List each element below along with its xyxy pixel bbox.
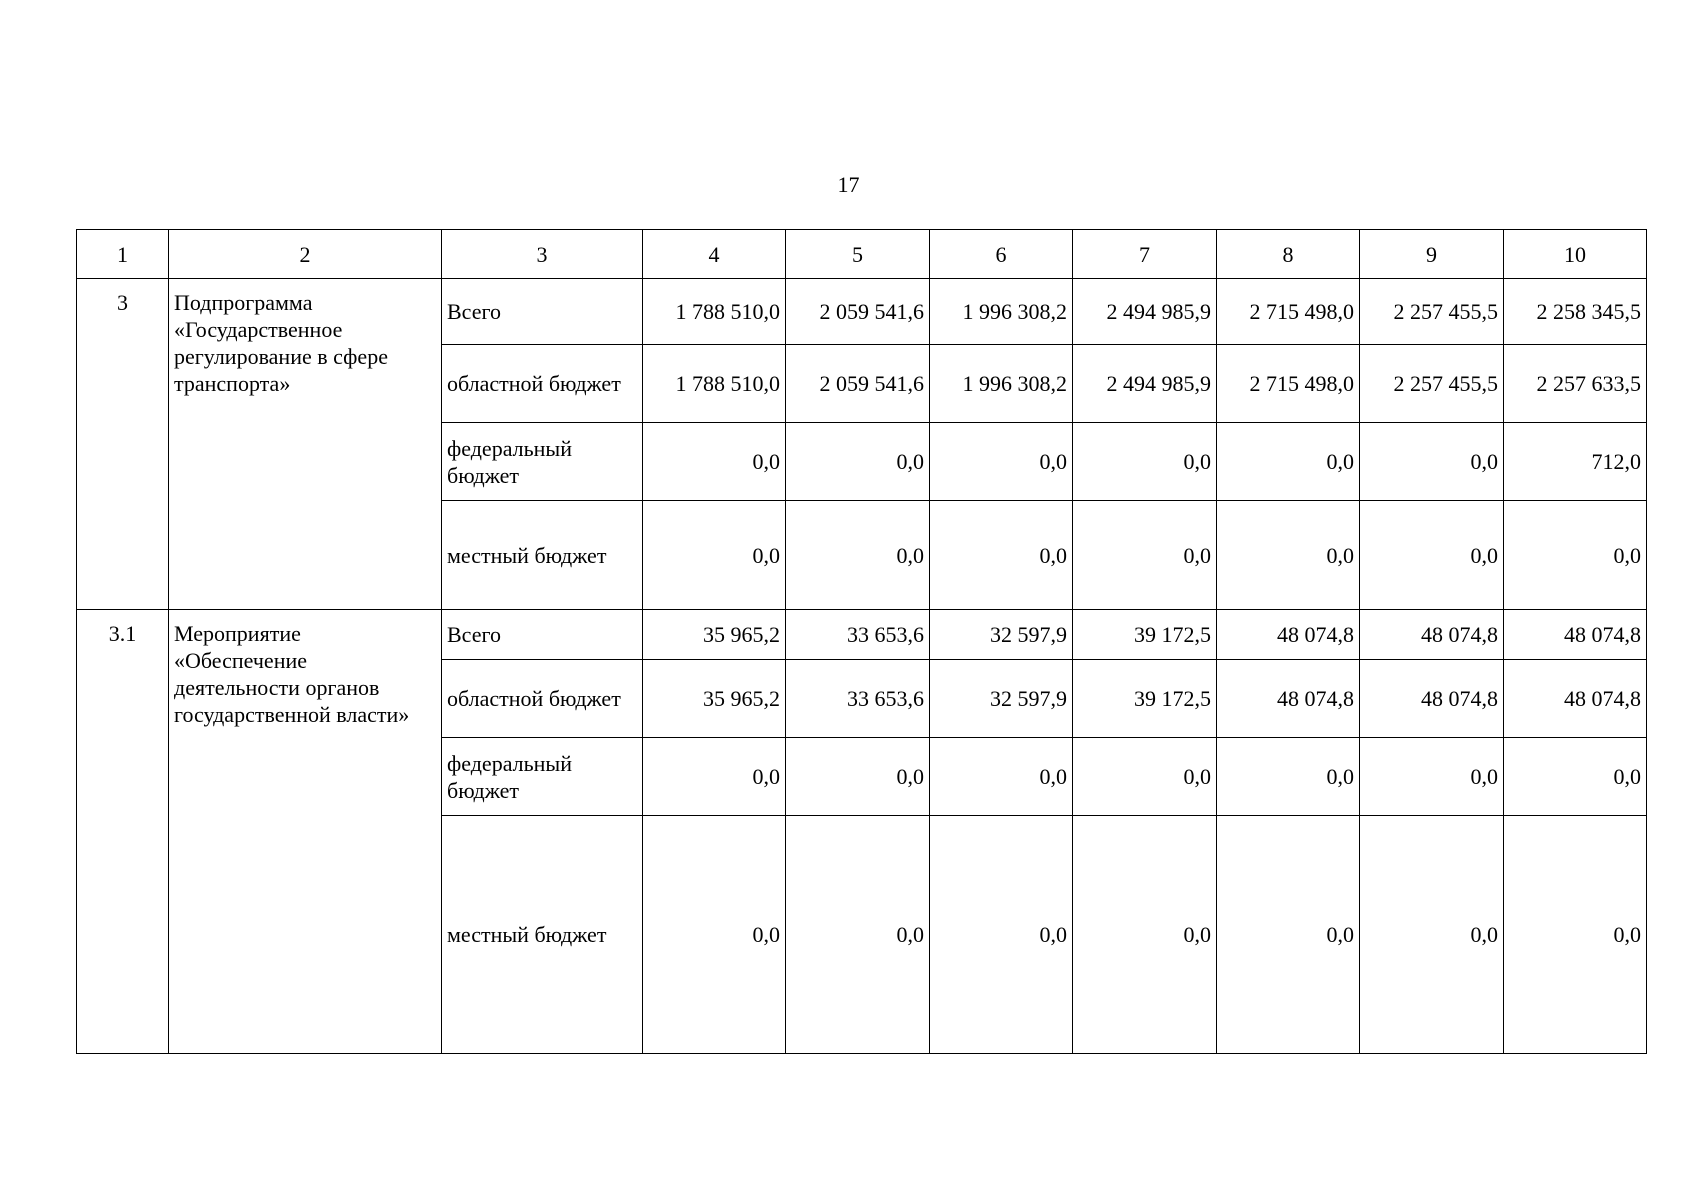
value-cell: 712,0 <box>1504 423 1647 501</box>
value-cell: 0,0 <box>930 738 1073 816</box>
row-number: 3 <box>77 279 169 610</box>
value-cell: 0,0 <box>1360 501 1504 610</box>
value-cell: 0,0 <box>643 423 786 501</box>
funding-source: федеральный бюджет <box>442 423 643 501</box>
value-cell: 1 996 308,2 <box>930 345 1073 423</box>
funding-source: областной бюджет <box>442 345 643 423</box>
value-cell: 48 074,8 <box>1360 610 1504 660</box>
program-name: Мероприятие «Обеспечение деятельности органов государственной власти» <box>169 610 442 1054</box>
value-cell: 2 257 633,5 <box>1504 345 1647 423</box>
value-cell: 0,0 <box>930 501 1073 610</box>
column-header: 7 <box>1073 230 1217 279</box>
value-cell: 35 965,2 <box>643 610 786 660</box>
value-cell: 2 494 985,9 <box>1073 345 1217 423</box>
value-cell: 0,0 <box>1504 738 1647 816</box>
column-header: 9 <box>1360 230 1504 279</box>
value-cell: 2 257 455,5 <box>1360 279 1504 345</box>
row-number: 3.1 <box>77 610 169 1054</box>
table-row <box>77 279 1647 345</box>
column-header: 10 <box>1504 230 1647 279</box>
value-cell: 39 172,5 <box>1073 610 1217 660</box>
value-cell: 0,0 <box>643 501 786 610</box>
table-row <box>77 610 1647 660</box>
value-cell: 0,0 <box>1073 501 1217 610</box>
value-cell: 0,0 <box>930 816 1073 1054</box>
value-cell: 2 715 498,0 <box>1217 345 1360 423</box>
value-cell: 48 074,8 <box>1504 660 1647 738</box>
funding-source: областной бюджет <box>442 660 643 738</box>
value-cell: 1 788 510,0 <box>643 345 786 423</box>
program-name: Подпрограмма «Государственное регулирование в сфере транспорта» <box>169 279 442 610</box>
value-cell: 0,0 <box>1360 423 1504 501</box>
page-number: 17 <box>837 172 860 197</box>
value-cell: 48 074,8 <box>1360 660 1504 738</box>
header-row <box>77 230 1647 279</box>
value-cell: 2 715 498,0 <box>1217 279 1360 345</box>
value-cell: 2 059 541,6 <box>786 345 930 423</box>
column-header: 3 <box>442 230 643 279</box>
value-cell: 32 597,9 <box>930 660 1073 738</box>
value-cell: 0,0 <box>1217 423 1360 501</box>
value-cell: 35 965,2 <box>643 660 786 738</box>
value-cell: 2 257 455,5 <box>1360 345 1504 423</box>
value-cell: 48 074,8 <box>1217 610 1360 660</box>
value-cell: 33 653,6 <box>786 660 930 738</box>
value-cell: 48 074,8 <box>1504 610 1647 660</box>
value-cell: 2 258 345,5 <box>1504 279 1647 345</box>
funding-source: Всего <box>442 279 643 345</box>
value-cell: 2 494 985,9 <box>1073 279 1217 345</box>
funding-source: Всего <box>442 610 643 660</box>
value-cell: 1 788 510,0 <box>643 279 786 345</box>
column-header: 6 <box>930 230 1073 279</box>
value-cell: 0,0 <box>786 501 930 610</box>
value-cell: 0,0 <box>643 816 786 1054</box>
funding-source: местный бюджет <box>442 816 643 1054</box>
value-cell: 0,0 <box>1504 816 1647 1054</box>
value-cell: 32 597,9 <box>930 610 1073 660</box>
value-cell: 0,0 <box>1360 738 1504 816</box>
value-cell: 2 059 541,6 <box>786 279 930 345</box>
value-cell: 48 074,8 <box>1217 660 1360 738</box>
value-cell: 0,0 <box>1073 738 1217 816</box>
column-header: 5 <box>786 230 930 279</box>
funding-source: местный бюджет <box>442 501 643 610</box>
value-cell: 0,0 <box>1217 738 1360 816</box>
column-header: 8 <box>1217 230 1360 279</box>
value-cell: 0,0 <box>786 738 930 816</box>
value-cell: 0,0 <box>1073 816 1217 1054</box>
value-cell: 0,0 <box>643 738 786 816</box>
value-cell: 0,0 <box>1504 501 1647 610</box>
column-header: 2 <box>169 230 442 279</box>
value-cell: 33 653,6 <box>786 610 930 660</box>
value-cell: 0,0 <box>786 816 930 1054</box>
column-header: 4 <box>643 230 786 279</box>
column-header: 1 <box>77 230 169 279</box>
value-cell: 0,0 <box>1073 423 1217 501</box>
value-cell: 0,0 <box>930 423 1073 501</box>
value-cell: 0,0 <box>1217 816 1360 1054</box>
funding-source: федеральный бюджет <box>442 738 643 816</box>
value-cell: 0,0 <box>1360 816 1504 1054</box>
value-cell: 39 172,5 <box>1073 660 1217 738</box>
value-cell: 0,0 <box>1217 501 1360 610</box>
value-cell: 0,0 <box>786 423 930 501</box>
value-cell: 1 996 308,2 <box>930 279 1073 345</box>
budget-table <box>76 229 1647 1054</box>
